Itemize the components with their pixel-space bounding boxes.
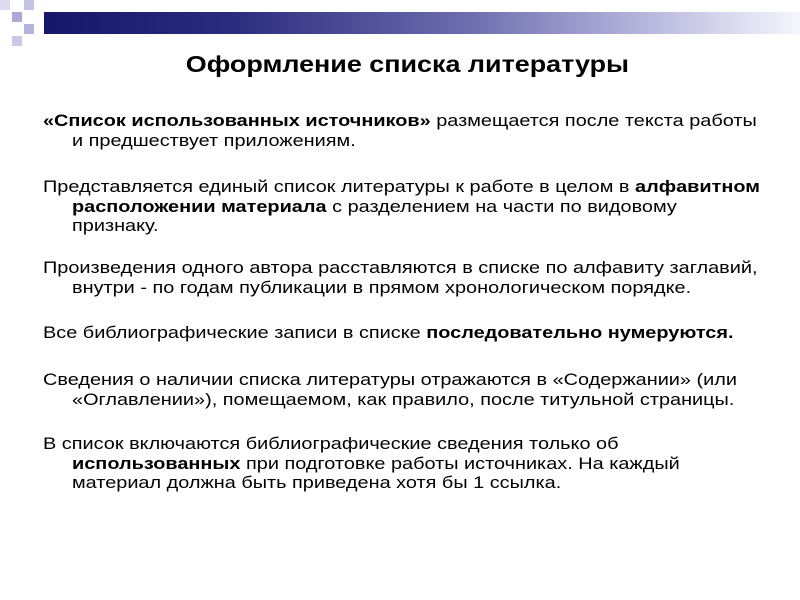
bold-text-segment: использованных — [72, 453, 241, 473]
slide-title: Оформление списка литературы — [185, 51, 629, 77]
text-segment: при подготовке работы источниках. На каждый — [240, 453, 680, 473]
paragraph-line — [43, 258, 792, 278]
text-segment: Произведения одного автора расставляются в списке по алфавиту заглавий, — [43, 258, 758, 277]
paragraph — [43, 323, 792, 343]
decor-square — [12, 12, 22, 22]
paragraph-line — [43, 131, 792, 151]
paragraph-line — [43, 177, 792, 197]
bold-text-segment: алфавитном — [635, 177, 761, 196]
text-segment: Сведения о наличии списка литературы отражаются в «Содержании» (или — [43, 370, 737, 389]
paragraph-line — [43, 390, 792, 410]
paragraph-line — [43, 454, 792, 474]
text-segment: «Оглавлении»), помещаемом, как правило, после титульной страницы. — [72, 389, 735, 409]
paragraph-line — [43, 370, 792, 390]
bold-text-segment: «Список использованных источников» — [43, 111, 431, 130]
text-segment: материал должна быть приведена хотя бы 1 ссылка. — [72, 473, 562, 492]
paragraph — [43, 370, 792, 409]
text-segment: Все библиографические записи в списке — [43, 323, 427, 342]
paragraph — [43, 177, 792, 236]
text-segment: с разделением на части по видовому — [326, 196, 677, 216]
decor-square — [24, 0, 34, 10]
paragraph-line — [43, 473, 792, 493]
bold-text-segment: расположении материала — [72, 196, 327, 216]
slide-body — [43, 0, 792, 600]
text-segment: Представляется единый список литературы к работе в целом в — [43, 177, 636, 196]
paragraph — [43, 258, 792, 297]
paragraph-line — [43, 111, 792, 131]
bold-text-segment: последовательно нумеруются. — [426, 323, 734, 342]
paragraph — [43, 434, 792, 493]
decor-square — [24, 24, 34, 34]
paragraph-line — [43, 323, 792, 343]
text-segment: признаку. — [72, 216, 159, 235]
text-segment: и предшествует приложениям. — [72, 130, 356, 150]
decor-square — [0, 0, 10, 10]
paragraph-line — [43, 197, 792, 217]
text-segment: В список включаются библиографические сведения только об — [43, 434, 619, 453]
paragraph-line — [43, 216, 792, 236]
paragraph-line — [43, 434, 792, 454]
paragraph — [43, 111, 792, 150]
text-segment: размещается после текста работы — [430, 111, 757, 130]
text-segment: внутри - по годам публикации в прямом хронологическом порядке. — [72, 277, 692, 297]
paragraph-line — [43, 278, 792, 298]
decor-square — [12, 36, 22, 46]
